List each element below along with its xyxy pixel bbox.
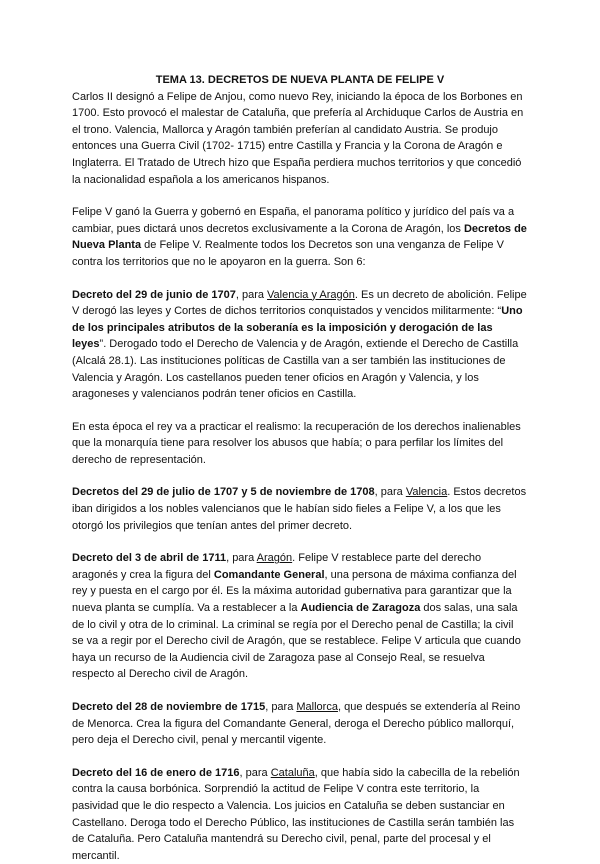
text-run: , para bbox=[374, 486, 406, 499]
decree-heading: Decreto del 28 de noviembre de 1715 bbox=[72, 701, 266, 713]
page-title: TEMA 13. DECRETOS DE NUEVA PLANTA DE FELIPE V bbox=[155, 74, 445, 86]
text-run: , que había sido la cabecilla de la rebelión contra la causa borbónica. Sorprendió la actitud de Felipe V contra este territorio, la pasividad que le dio respecto a Valencia. Los juicios en Cataluña se deben sustanciar en Castellano. Deroga todo el Derecho Público, las instituciones de Castilla serán también las de Cataluña. Pero Cataluña mantendrá su Derecho civil, penal, parte del procesal y el mercantil. bbox=[72, 766, 520, 862]
territory-label: Cataluña bbox=[270, 766, 315, 779]
decree-heading: Decretos del 29 de julio de 1707 y 5 de noviembre de 1708 bbox=[72, 486, 375, 499]
text-run: . Estos decretos iban dirigidos a los nobles valencianos que le habían sido fieles a Felipe V, a los que les otorgó los privilegios que tenían antes del primer decreto. bbox=[72, 486, 527, 532]
text-run: dos salas, una sala de lo civil y otra de lo criminal. La criminal se regía por el Derecho penal de Castilla; la civil se va a regir por el Derecho civil de Aragón, que se restablece. Felipe V articula que cuando haya un recurso de la Audiencia civil de Zaragoza pase al Consejo Real, se resuelva respecto al Derecho civil de Aragón. bbox=[72, 602, 521, 681]
decree-heading: Decreto del 16 de enero de 1716 bbox=[72, 766, 240, 779]
text-run: , una persona de máxima confianza del rey y puesta en el cargo por él. Es la máxima autoridad gubernativa para garantizar que la nueva planta se cumplía. Va a restablecer a la bbox=[72, 568, 517, 615]
text-run: , para bbox=[226, 552, 257, 565]
text-run: , para bbox=[239, 766, 271, 779]
text-run: Felipe V ganó la Guerra y gobernó en España, el panorama político y jurídico del país va a cambiar, pues dictará unos decretos exclusivamente a la Corona de Aragón, los bbox=[72, 206, 515, 235]
decree-1715-paragraph bbox=[72, 699, 528, 749]
text-run: , que después se extendería al Reino de Menorca. Crea la figura del Comandante General, deroga el Derecho público mallorquí, pero deja el Derecho civil, penal y mercantil vigente. bbox=[72, 701, 521, 747]
text-run: , para bbox=[235, 288, 268, 301]
decree-heading: Decreto del 29 de junio de 1707 bbox=[72, 288, 236, 301]
decree-1707-june-paragraph bbox=[72, 287, 528, 403]
text-run: . Felipe V restablece parte del derecho aragonés y crea la figura del bbox=[72, 552, 482, 581]
intro-paragraph: Carlos II designó a Felipe de Anjou, como nuevo Rey, iniciando la época de los Borbones en 1700. Esto provocó el malestar de Cataluña, que prefería al Archiduque Carlos de Austria en el trono. Valencia, Mallorca y Aragón también preferían al candidato Austria. Se produjo entonces una Guerra Civil (1702- 1715) entre Castilla y Francia y la Corona de Aragón e Inglaterra. El Tratado de Utrech hizo que España perdiera muchos territorios y que concedió la nacionalidad española a los americanos hispanos. bbox=[72, 90, 524, 186]
territory-label: Aragón bbox=[256, 552, 293, 565]
decree-1711-paragraph bbox=[72, 550, 528, 683]
bold-term: Audiencia de Zaragoza bbox=[300, 602, 421, 615]
territory-label: Valencia bbox=[405, 486, 448, 499]
bold-term: Decretos de Nueva Planta bbox=[72, 222, 527, 252]
decree-1707-july-paragraph bbox=[72, 484, 528, 534]
territory-label: Mallorca bbox=[296, 701, 338, 713]
text-run: de Felipe V. Realmente todos los Decretos son una venganza de Felipe V contra los territorios que no le apoyaron en la guerra. Son 6: bbox=[72, 239, 504, 268]
bold-term: Comandante General bbox=[213, 568, 325, 581]
realism-paragraph: En esta época el rey va a practicar el realismo: la recuperación de los derechos inalienables que la monarquía tiene para resolver los abusos que había; o para perfilar los límites del derecho de representación. bbox=[72, 420, 521, 466]
bold-quote: Uno de los principales atributos de la soberanía es la imposición y derogación de las leyes bbox=[72, 305, 523, 351]
text-run: . Es un decreto de abolición. Felipe V derogó las leyes y Cortes de dichos territorios conquistados y vencidos militarmente: “ bbox=[72, 288, 527, 318]
victory-paragraph bbox=[72, 204, 528, 270]
text-run: ”. Derogado todo el Derecho de Valencia y de Aragón, extiende el Derecho de Castilla (Alcalá 28.1). Las instituciones políticas de Castilla van a ser también las instituciones de Valencia y Aragón. Los castellanos pueden tener oficios en Aragón y Valencia, y los aragoneses y valencianos podrán tener oficios en Castilla. bbox=[72, 338, 519, 401]
decree-heading: Decreto del 3 de abril de 1711 bbox=[72, 552, 227, 565]
text-run: , para bbox=[265, 701, 297, 713]
territory-label: Valencia y Aragón bbox=[267, 288, 355, 301]
decree-1716-paragraph bbox=[72, 765, 528, 864]
